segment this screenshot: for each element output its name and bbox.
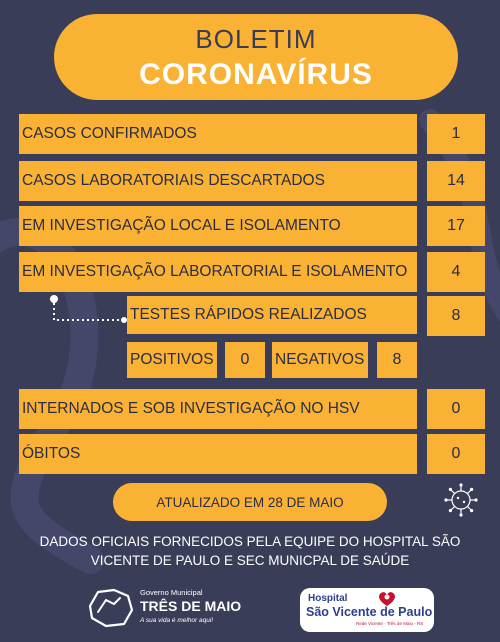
rapid-tests-label: TESTES RÁPIDOS REALIZADOS <box>127 296 417 334</box>
gov-slogan-text: A sua vida é melhor aqui! <box>140 617 214 624</box>
negative-value: 8 <box>377 342 417 378</box>
row-lab-investigation-label: EM INVESTIGAÇÃO LABORATORIAL E ISOLAMENTO <box>19 252 417 292</box>
row-deaths-label: ÓBITOS <box>19 434 417 474</box>
row-deaths-value: 0 <box>427 434 485 474</box>
gov-big-text: TRÊS DE MAIO <box>140 598 242 614</box>
row-confirmed-value: 1 <box>427 114 485 154</box>
rapid-tests-value: 8 <box>427 296 485 336</box>
hospital-logo <box>300 588 434 632</box>
header-title-line2: CORONAVÍRUS <box>139 58 373 91</box>
row-lab-investigation-value: 4 <box>427 252 485 292</box>
row-confirmed-label: CASOS CONFIRMADOS <box>19 114 417 154</box>
footer-line1: DADOS OFICIAIS FORNECIDOS PELA EQUIPE DO HOSPITAL SÃO <box>39 534 461 549</box>
connector-line <box>46 294 128 328</box>
row-discarded-label: CASOS LABORATORIAIS DESCARTADOS <box>19 161 417 201</box>
hospital-line3: Rede Vicente · Três de Maio - RS <box>356 621 424 626</box>
positive-value: 0 <box>225 342 265 378</box>
hospital-line2: São Vicente de Paulo <box>306 605 433 619</box>
negative-label: NEGATIVOS <box>272 342 368 378</box>
header-title-line1: BOLETIM <box>195 24 317 54</box>
hospital-line1: Hospital <box>308 593 348 604</box>
updated-badge: ATUALIZADO EM 28 DE MAIO <box>113 483 387 521</box>
positive-label: POSITIVOS <box>127 342 217 378</box>
gov-small-text: Governo Municipal <box>140 588 203 597</box>
footer-line2: VICENTE DE PAULO E SEC MUNICPAL DE SAÚDE <box>90 553 410 568</box>
row-discarded-value: 14 <box>427 161 485 201</box>
row-hospitalized-label: INTERNADOS E SOB INVESTIGAÇÃO NO HSV <box>19 389 417 429</box>
bulletin-header <box>54 14 458 100</box>
virus-icon <box>443 482 479 518</box>
map-icon <box>84 586 136 630</box>
row-local-investigation-value: 17 <box>427 206 485 246</box>
row-local-investigation-label: EM INVESTIGAÇÃO LOCAL E ISOLAMENTO <box>19 206 417 246</box>
row-hospitalized-value: 0 <box>427 389 485 429</box>
